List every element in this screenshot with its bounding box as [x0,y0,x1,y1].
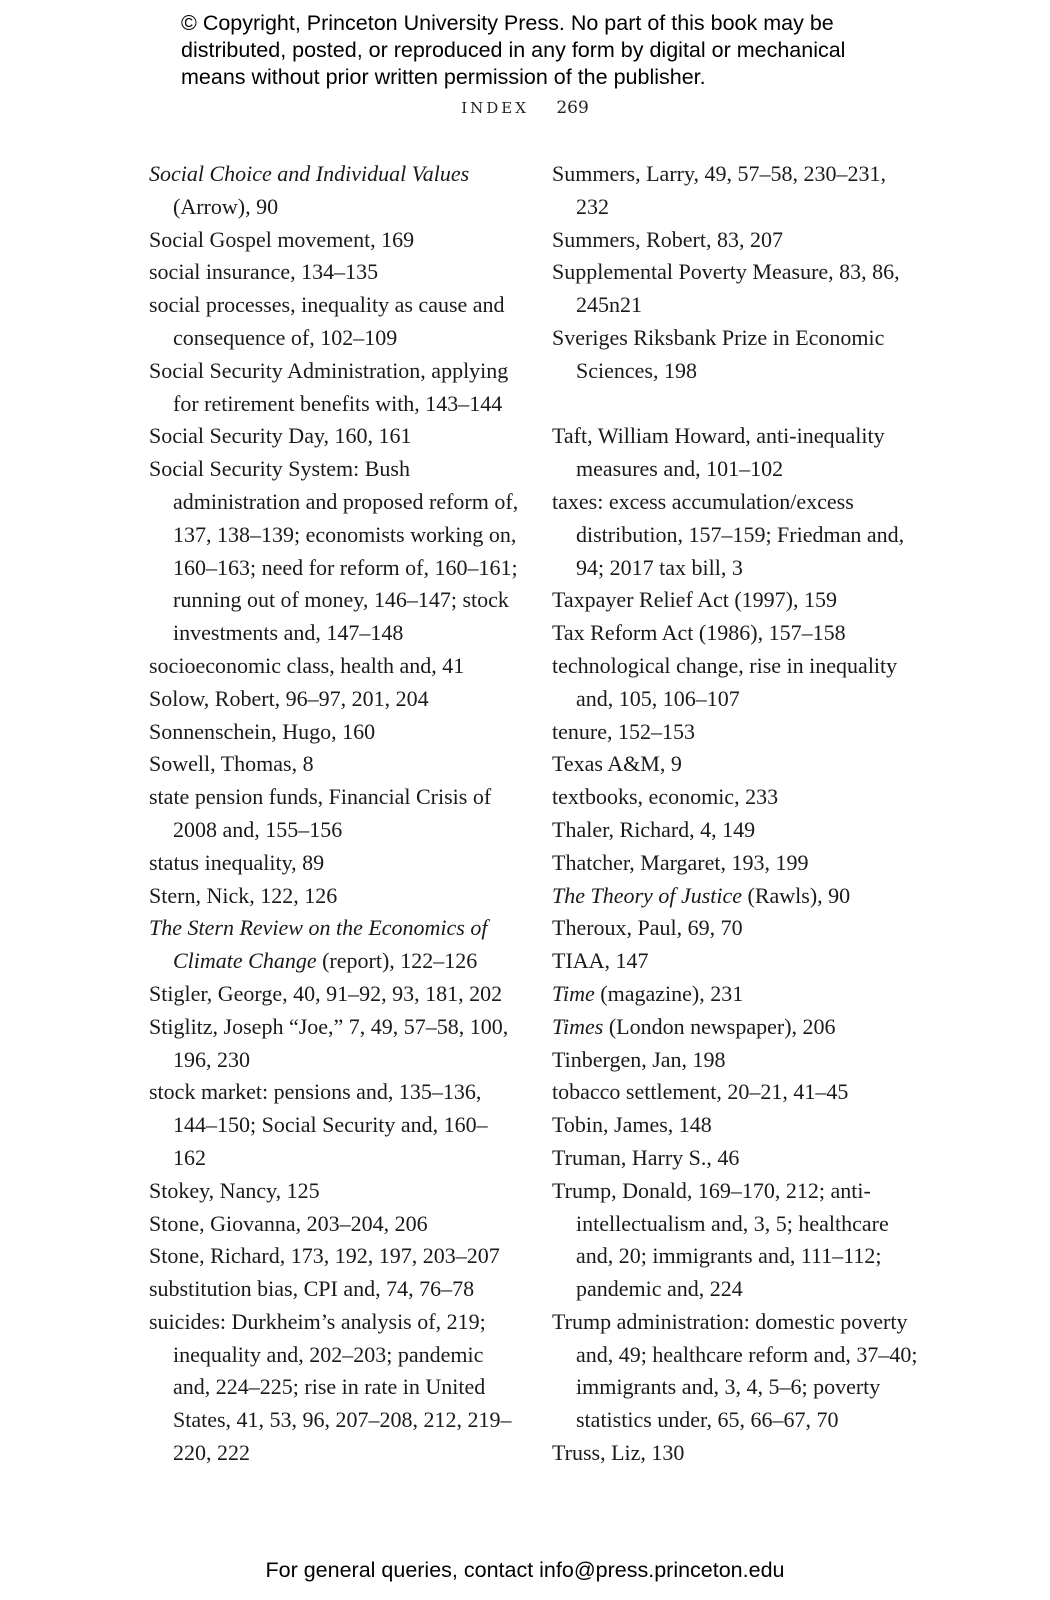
index-entry [149,1011,519,1077]
index-entry [552,1044,922,1077]
index-entry [149,716,519,749]
index-entry [552,486,922,584]
index-entry-title: Time [552,980,595,1006]
index-entry [149,1175,519,1208]
index-entry-text: textbooks, economic, 233 [552,784,779,810]
index-column-right [552,158,922,1470]
index-entry [149,1240,519,1273]
index-entry-text: Taft, William Howard, anti-inequality measures and, 101–102 [552,423,885,482]
index-entry-text: Theroux, Paul, 69, 70 [552,915,743,941]
index-entry-text: Texas A&M, 9 [552,751,682,777]
running-head [0,98,1050,118]
index-entry [149,256,519,289]
index-entry-text: Trump, Donald, 169–170, 212; anti-intellectualism and, 3, 5; healthcare and, 20; immigrants and, 111–112; pandemic and, 224 [552,1177,889,1302]
index-entry [552,420,922,486]
index-entry-text: substitution bias, CPI and, 74, 76–78 [149,1276,475,1302]
index-entry-text: (London newspaper), 206 [603,1013,836,1039]
index-entry-text: Thatcher, Margaret, 193, 199 [552,849,809,875]
index-entry-text: social processes, inequality as cause and consequence of, 102–109 [149,292,505,350]
index-entry [552,256,922,322]
index-entry [552,748,922,781]
index-entry-text: (Arrow), 90 [173,193,279,219]
index-entry [149,650,519,683]
index-entry-text: Stern, Nick, 122, 126 [149,882,338,908]
index-entry [552,978,922,1011]
index-entry [552,1142,922,1175]
index-entry-text: Sonnenschein, Hugo, 160 [149,718,376,744]
index-entry [149,1273,519,1306]
index-entry [149,355,519,421]
page-number: 269 [556,98,589,118]
index-entry [552,880,922,913]
index-entry-text: Summers, Robert, 83, 207 [552,226,783,252]
footer-contact: For general queries, contact info@press.princeton.edu [265,1558,785,1582]
index-entry [552,158,922,224]
index-entry-text: Tobin, James, 148 [552,1112,712,1138]
index-entry-text: Sowell, Thomas, 8 [149,751,314,777]
index-entry-text: tenure, 152–153 [552,718,695,744]
index-entry [149,1076,519,1174]
index-entry [149,420,519,453]
index-entry-text: Social Security Administration, applying for retirement benefits with, 143–144 [149,357,509,416]
index-entry [552,617,922,650]
index-entry-text: socioeconomic class, health and, 41 [149,652,465,678]
index-entry [149,683,519,716]
index-entry-text: Stone, Richard, 173, 192, 197, 203–207 [149,1243,500,1269]
index-entry [149,978,519,1011]
index-entry-text: TIAA, 147 [552,948,649,974]
index-entry-title: The Stern Review on the Economics of Climate Change [149,915,488,974]
index-entry [149,289,519,355]
index-entry [552,781,922,814]
index-entry-text: Summers, Larry, 49, 57–58, 230–231, 232 [552,161,887,219]
index-entry [552,1076,922,1109]
index-entry [149,224,519,257]
index-entry [149,453,519,650]
index-entry-text: taxes: excess accumulation/excess distribution, 157–159; Friedman and, 94; 2017 tax bill, 3 [552,488,905,580]
index-entry-text: Stokey, Nancy, 125 [149,1177,320,1203]
running-head-label: INDEX [461,99,529,117]
index-entry-text: social insurance, 134–135 [149,259,379,285]
index-entry [149,158,519,224]
index-entry [149,781,519,847]
index-entry-text: stock market: pensions and, 135–136, 144–150; Social Security and, 160–162 [149,1079,488,1170]
index-entry [552,1011,922,1044]
index-entry [552,716,922,749]
copyright-notice: © Copyright, Princeton University Press. No part of this book may be distributed, posted, or reproduced in any form by digital or mechanical means without prior written permission of the publisher. [181,11,846,89]
index-entry [149,1208,519,1241]
index-entry-text: suicides: Durkheim’s analysis of, 219; inequality and, 202–203; pandemic and, 224–225; rise in rate in United States, 41, 53, 96, 207–208, 212, 219–220, 222 [149,1308,512,1466]
index-entry-text: Social Security System: Bush administration and proposed reform of, 137, 138–139; economists working on, 160–163; need for reform of, 160–161; running out of money, 146–147; stock investments and, 147–148 [149,456,519,646]
index-entry [149,748,519,781]
index-entry-text: tobacco settlement, 20–21, 41–45 [552,1079,849,1105]
index-entry-text: Tinbergen, Jan, 198 [552,1046,726,1072]
index-entry [552,1109,922,1142]
index-column-left [149,158,519,1470]
index-entry-text: Truman, Harry S., 46 [552,1144,740,1170]
index-entry-text: Tax Reform Act (1986), 157–158 [552,620,846,646]
index-entry [149,847,519,880]
index-entry-text: Trump administration: domestic poverty and, 49; healthcare reform and, 37–40; immigrants and, 3, 4, 5–6; poverty statistics under, 65, 66–67, 70 [552,1308,918,1433]
index-entry-text: Taxpayer Relief Act (1997), 159 [552,587,837,613]
index-entry-text: Stigler, George, 40, 91–92, 93, 181, 202 [149,980,503,1006]
index-entry-text: status inequality, 89 [149,849,325,875]
index-entry [552,814,922,847]
index-entry-title: Social Choice and Individual Values [149,161,470,186]
index-entry-text: Sveriges Riksbank Prize in Economic Sciences, 198 [552,324,885,383]
index-entry [552,847,922,880]
index-entry [552,322,922,388]
index-entry-text: technological change, rise in inequality and, 105, 106–107 [552,652,898,711]
index-entry-text: Social Security Day, 160, 161 [149,423,412,449]
index-entry-text: Stone, Giovanna, 203–204, 206 [149,1210,428,1236]
index-entry-title: The Theory of Justice [552,882,743,908]
index-entry-text: Supplemental Poverty Measure, 83, 86, 245n21 [552,259,900,318]
index-entry-text: (magazine), 231 [594,980,744,1006]
index-entry-text: state pension funds, Financial Crisis of 2008 and, 155–156 [149,784,492,842]
index-entry [552,1175,922,1306]
index-entry [149,912,519,978]
index-entry-text: (report), 122–126 [316,948,478,974]
index-entry [552,1437,922,1470]
index-entry-text: Truss, Liz, 130 [552,1440,685,1466]
index-entry [552,945,922,978]
index-entry [552,650,922,716]
index-entry-text: Social Gospel movement, 169 [149,226,415,252]
index-entry [149,880,519,913]
index-entry [552,224,922,257]
index-entry-text: Stiglitz, Joseph “Joe,” 7, 49, 57–58, 100, 196, 230 [149,1013,509,1072]
index-entry-text: Solow, Robert, 96–97, 201, 204 [149,685,429,711]
index-entry-title: Times [552,1013,604,1039]
index-entry [552,584,922,617]
index-entry-text: Thaler, Richard, 4, 149 [552,816,756,842]
index-entry [552,1306,922,1437]
index-entry-text: (Rawls), 90 [742,882,851,908]
index-entry [149,1306,519,1470]
index-entry [552,912,922,945]
